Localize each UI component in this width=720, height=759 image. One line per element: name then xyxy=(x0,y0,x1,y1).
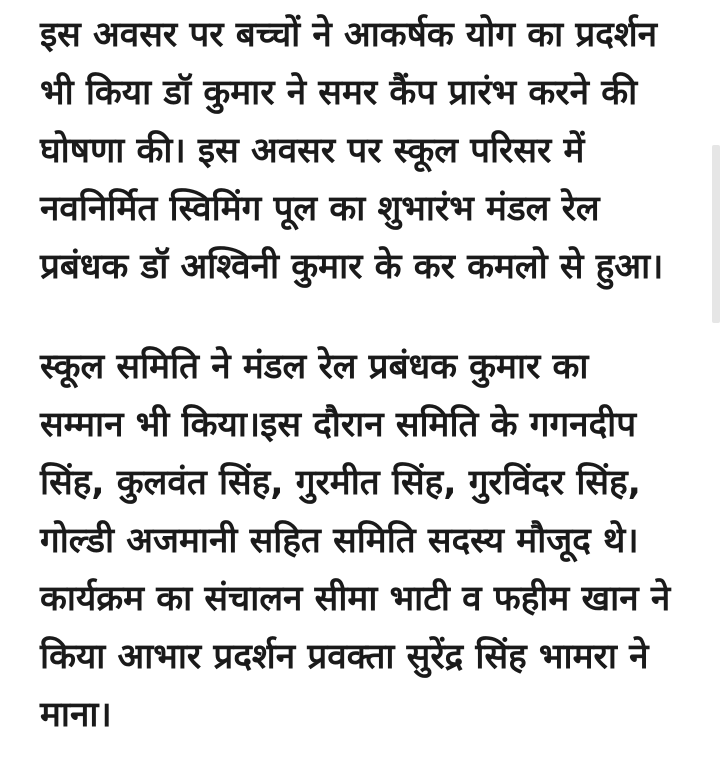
text-line: गोल्डी अजमानी सहित समिति सदस्य मौजूद थे। xyxy=(40,521,639,561)
text-line: प्रबंधक डॉ अश्विनी कुमार के कर कमलो से हुआ। xyxy=(40,247,664,287)
article-paragraph-1 xyxy=(40,6,690,296)
article-paragraph-2 xyxy=(40,338,690,744)
text-line: कार्यक्रम का संचालन सीमा भाटी व फहीम खान ने xyxy=(40,579,671,619)
article-body xyxy=(40,6,690,744)
text-line: सिंह, कुलवंत सिंह, गुरमीत सिंह, गुरविंदर सिंह, xyxy=(40,463,641,503)
text-line: स्कूल समिति ने मंडल रेल प्रबंधक कुमार का xyxy=(40,347,589,387)
text-line: नवनिर्मित स्विमिंग पूल का शुभारंभ मंडल रेल xyxy=(40,189,600,229)
text-line: घोषणा की। इस अवसर पर स्कूल परिसर में xyxy=(40,131,585,171)
text-line: इस अवसर पर बच्चों ने आकर्षक योग का प्रदर्शन xyxy=(40,15,658,55)
scrollbar-thumb[interactable] xyxy=(712,145,720,323)
text-line: सम्मान भी किया।इस दौरान समिति के गगनदीप xyxy=(40,405,637,445)
text-line: माना। xyxy=(40,695,112,735)
text-line: भी किया डॉ कुमार ने समर कैंप प्रारंभ करने की xyxy=(40,73,638,113)
text-line: किया आभार प्रदर्शन प्रवक्ता सुरेंद्र सिंह भामरा ने xyxy=(40,637,649,677)
